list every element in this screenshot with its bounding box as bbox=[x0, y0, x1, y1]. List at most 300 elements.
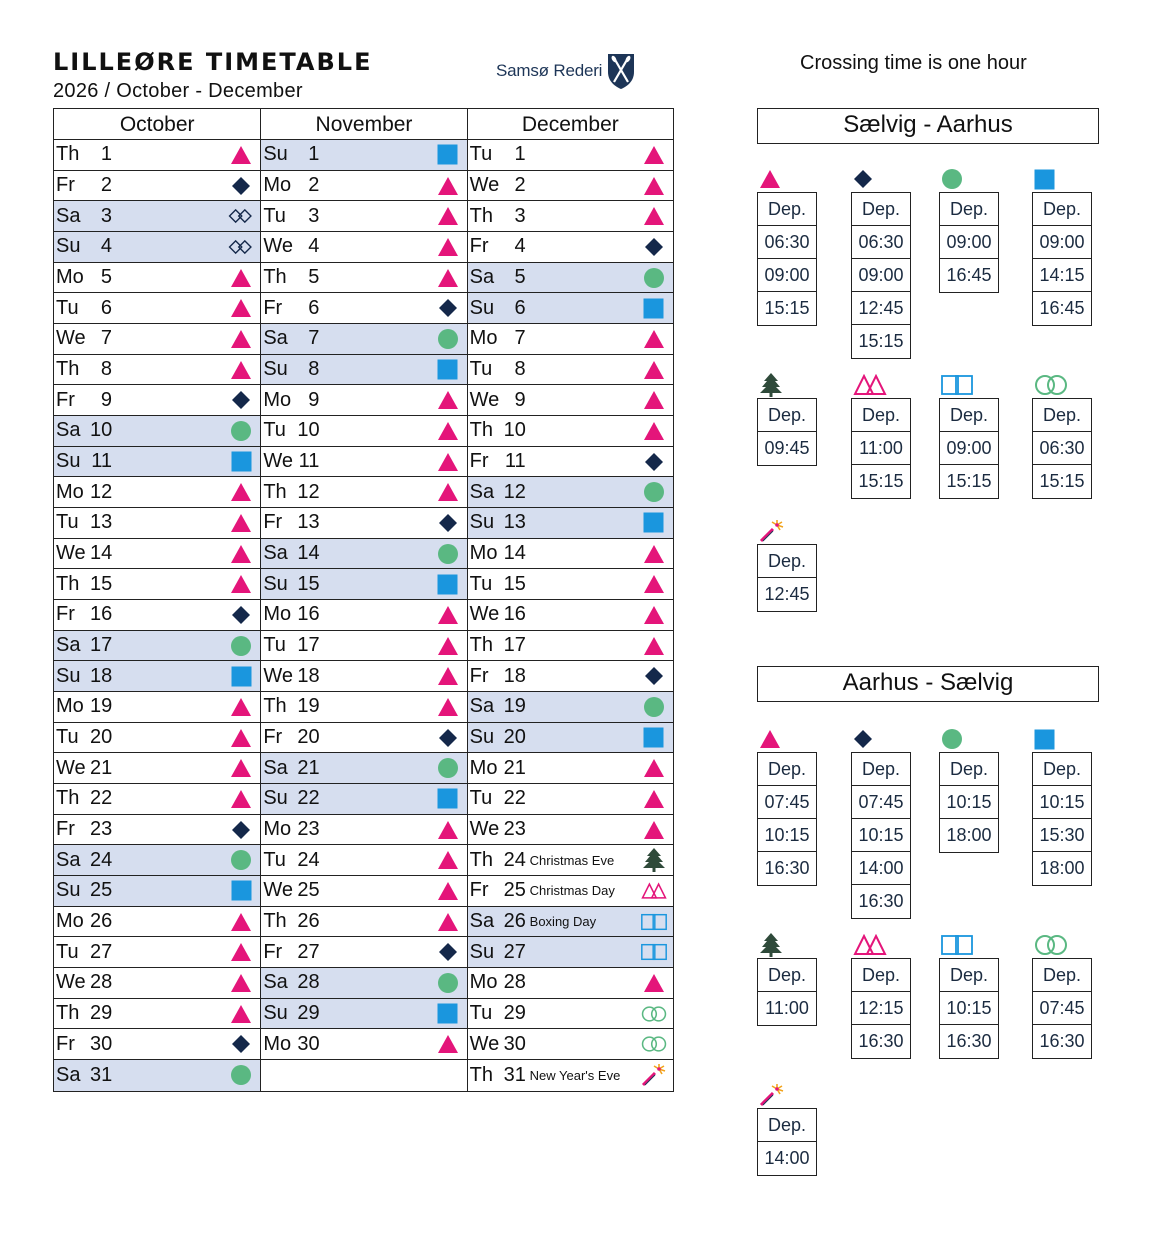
day-row bbox=[261, 631, 466, 662]
day-number: 15 bbox=[90, 572, 113, 595]
day-number: 29 bbox=[297, 1002, 320, 1025]
weekday: Th bbox=[56, 143, 80, 166]
triangle-icon bbox=[435, 236, 461, 258]
day-number: 9 bbox=[514, 388, 526, 411]
triangle-icon bbox=[435, 389, 461, 411]
departure-header: Dep. bbox=[758, 399, 816, 432]
triangle-icon bbox=[641, 604, 667, 626]
empty-day-cell bbox=[261, 1060, 466, 1091]
weekday: Fr bbox=[469, 879, 489, 902]
day-number: 22 bbox=[90, 787, 113, 810]
day-number: 27 bbox=[90, 940, 113, 963]
weekday: Su bbox=[263, 143, 288, 166]
departure-time: 10:15 bbox=[758, 819, 816, 852]
circle-icon bbox=[228, 420, 254, 442]
double-square-icon bbox=[641, 941, 667, 963]
departure-header: Dep. bbox=[852, 959, 910, 992]
day-row bbox=[468, 815, 673, 846]
weekday: Tu bbox=[263, 634, 286, 657]
day-number: 13 bbox=[503, 511, 526, 534]
departure-time: 10:15 bbox=[940, 786, 998, 819]
weekday: Tu bbox=[263, 848, 286, 871]
day-number: 10 bbox=[90, 419, 113, 442]
departure-table bbox=[939, 752, 999, 853]
day-number: 11 bbox=[298, 450, 320, 473]
departure-table bbox=[1032, 958, 1092, 1059]
weekday: Mo bbox=[469, 542, 498, 565]
departure-header: Dep. bbox=[758, 545, 816, 578]
circle-icon bbox=[228, 635, 254, 657]
day-row bbox=[261, 907, 466, 938]
page-title: LILLEØRE TIMETABLE bbox=[53, 48, 373, 76]
day-row bbox=[468, 477, 673, 508]
logo-text: Samsø Rederi bbox=[496, 61, 603, 80]
schedule-double-square bbox=[939, 372, 999, 499]
day-number: 14 bbox=[90, 542, 113, 565]
departure-time: 10:15 bbox=[940, 992, 998, 1025]
day-number: 23 bbox=[503, 818, 526, 841]
departure-time: 14:00 bbox=[852, 852, 910, 885]
weekday: Mo bbox=[56, 695, 84, 718]
holiday-note: Christmas Eve bbox=[529, 852, 615, 868]
weekday: Mo bbox=[56, 910, 84, 933]
triangle-icon bbox=[228, 788, 254, 810]
day-row bbox=[468, 999, 673, 1030]
weekday: Mo bbox=[56, 480, 84, 503]
departure-time: 09:00 bbox=[852, 259, 910, 292]
day-number: 8 bbox=[514, 358, 526, 381]
day-row bbox=[54, 140, 260, 171]
departure-header: Dep. bbox=[758, 193, 816, 226]
weekday: Mo bbox=[263, 603, 292, 626]
day-row bbox=[468, 508, 673, 539]
square-icon bbox=[435, 144, 461, 166]
departure-table bbox=[757, 752, 817, 886]
departure-time: 15:15 bbox=[946, 471, 992, 491]
day-number: 9 bbox=[308, 388, 320, 411]
day-number: 3 bbox=[100, 204, 112, 227]
square-icon bbox=[1034, 726, 1055, 752]
weekday: Su bbox=[469, 940, 495, 963]
day-row bbox=[261, 416, 466, 447]
triangle-icon bbox=[228, 727, 254, 749]
departure-time: 07:45 bbox=[758, 786, 816, 819]
weekday: We bbox=[263, 664, 293, 687]
departure-time: 15:15 bbox=[858, 471, 904, 491]
schedule-double-circle bbox=[1032, 932, 1092, 1059]
weekday: Tu bbox=[263, 204, 286, 227]
day-number: 17 bbox=[90, 634, 113, 657]
departure-time: 10:15 bbox=[1033, 786, 1091, 819]
weekday: We bbox=[263, 235, 293, 258]
day-row bbox=[261, 539, 466, 570]
double-square-icon bbox=[941, 932, 973, 958]
day-row bbox=[261, 355, 466, 386]
square-icon bbox=[1034, 166, 1055, 192]
departure-time: 16:30 bbox=[858, 1031, 904, 1051]
double-triangle-icon bbox=[853, 372, 887, 398]
day-row bbox=[54, 907, 260, 938]
day-row bbox=[54, 569, 260, 600]
weekday: Mo bbox=[56, 266, 84, 289]
departure-header: Dep. bbox=[1033, 399, 1091, 432]
day-number: 25 bbox=[503, 879, 526, 902]
weekday: We bbox=[469, 1032, 500, 1055]
departure-time: 15:15 bbox=[858, 331, 904, 351]
departure-table bbox=[851, 958, 911, 1059]
weekday: Mo bbox=[469, 756, 498, 779]
departure-table bbox=[757, 958, 817, 1026]
day-number: 2 bbox=[514, 174, 526, 196]
day-number: 5 bbox=[308, 266, 320, 289]
day-row bbox=[468, 201, 673, 232]
diamond-icon bbox=[228, 1033, 254, 1055]
day-number: 20 bbox=[297, 726, 320, 749]
departure-header: Dep. bbox=[852, 399, 910, 432]
weekday: Th bbox=[56, 358, 80, 381]
triangle-icon bbox=[435, 635, 461, 657]
triangle-icon bbox=[228, 359, 254, 381]
day-number: 17 bbox=[297, 634, 320, 657]
day-row bbox=[468, 385, 673, 416]
day-number: 15 bbox=[503, 572, 526, 595]
weekday: Su bbox=[469, 726, 495, 749]
diamond-icon bbox=[228, 604, 254, 626]
weekday: Tu bbox=[469, 787, 493, 810]
page-subtitle: 2026 / October - December bbox=[53, 80, 303, 102]
weekday: Fr bbox=[469, 235, 489, 258]
day-number: 24 bbox=[503, 848, 526, 871]
departure-header: Dep. bbox=[940, 399, 998, 432]
day-row bbox=[468, 907, 673, 938]
circle-icon bbox=[228, 1064, 254, 1086]
day-row bbox=[468, 937, 673, 968]
departure-table bbox=[1032, 752, 1092, 886]
day-number: 3 bbox=[308, 204, 320, 227]
double-circle-icon bbox=[641, 1003, 667, 1025]
triangle-icon bbox=[641, 205, 667, 227]
day-number: 29 bbox=[90, 1002, 113, 1025]
triangle-icon bbox=[435, 911, 461, 933]
day-row bbox=[54, 784, 260, 815]
schedule-circle bbox=[939, 166, 999, 293]
weekday: Tu bbox=[469, 358, 493, 381]
weekday: Fr bbox=[263, 726, 283, 749]
triangle-icon bbox=[228, 911, 254, 933]
weekday: Th bbox=[56, 1002, 80, 1025]
weekday: Fr bbox=[469, 450, 489, 473]
triangle-icon bbox=[641, 144, 667, 166]
day-row bbox=[54, 1060, 260, 1091]
month-column-december bbox=[467, 109, 673, 1091]
crossing-time-note: Crossing time is one hour bbox=[800, 52, 1027, 74]
day-row bbox=[261, 723, 466, 754]
day-row bbox=[54, 815, 260, 846]
triangle-icon bbox=[641, 972, 667, 994]
day-number: 14 bbox=[297, 542, 320, 565]
departure-time: 09:45 bbox=[764, 438, 810, 458]
departure-table bbox=[939, 398, 999, 499]
firework-icon bbox=[759, 518, 785, 544]
departure-time: 16:45 bbox=[946, 265, 992, 285]
double-circle-icon bbox=[1034, 932, 1068, 958]
day-number: 12 bbox=[503, 480, 526, 503]
day-number: 2 bbox=[100, 174, 112, 196]
triangle-icon bbox=[228, 696, 254, 718]
square-icon bbox=[435, 1003, 461, 1025]
weekday: Tu bbox=[469, 572, 493, 595]
departure-header: Dep. bbox=[852, 193, 910, 226]
triangle-icon bbox=[228, 941, 254, 963]
weekday: Th bbox=[469, 848, 493, 871]
day-number: 6 bbox=[514, 296, 526, 319]
day-number: 5 bbox=[100, 266, 112, 289]
triangle-icon bbox=[228, 757, 254, 779]
day-number: 25 bbox=[297, 879, 320, 902]
triangle-icon bbox=[641, 819, 667, 841]
weekday: Fr bbox=[263, 511, 283, 534]
day-row bbox=[54, 447, 260, 478]
day-row bbox=[54, 263, 260, 294]
departure-table bbox=[851, 398, 911, 499]
circle-icon bbox=[941, 726, 963, 752]
schedule-triangle bbox=[757, 166, 817, 326]
schedule-firework bbox=[757, 1082, 817, 1176]
tree-icon bbox=[759, 372, 783, 398]
day-row bbox=[261, 171, 466, 202]
day-number: 4 bbox=[100, 235, 112, 258]
triangle-icon bbox=[435, 420, 461, 442]
diamond-icon bbox=[641, 665, 667, 687]
day-number: 20 bbox=[90, 726, 113, 749]
day-number: 23 bbox=[90, 818, 113, 841]
departure-time: 16:30 bbox=[1039, 1031, 1085, 1051]
weekday: Mo bbox=[263, 174, 292, 196]
weekday: Sa bbox=[469, 480, 495, 503]
day-number: 12 bbox=[90, 480, 113, 503]
day-row bbox=[54, 385, 260, 416]
day-number: 1 bbox=[308, 143, 320, 166]
double-diamond-icon bbox=[228, 205, 254, 227]
departure-time: 16:45 bbox=[1039, 298, 1085, 318]
day-number: 30 bbox=[503, 1032, 526, 1055]
day-row bbox=[261, 600, 466, 631]
day-number: 31 bbox=[503, 1063, 526, 1086]
day-number: 26 bbox=[503, 910, 526, 933]
day-number: 16 bbox=[503, 603, 526, 626]
circle-icon bbox=[435, 328, 461, 350]
weekday: Th bbox=[56, 572, 80, 595]
day-row bbox=[54, 539, 260, 570]
weekday: Su bbox=[469, 511, 495, 534]
departure-header: Dep. bbox=[940, 193, 998, 226]
day-number: 18 bbox=[503, 664, 526, 687]
day-row bbox=[468, 140, 673, 171]
firework-icon bbox=[641, 1064, 667, 1086]
weekday: We bbox=[469, 174, 500, 196]
day-number: 29 bbox=[503, 1002, 526, 1025]
day-number: 3 bbox=[514, 204, 526, 227]
schedule-triangle bbox=[757, 726, 817, 886]
day-row bbox=[54, 201, 260, 232]
weekday: Th bbox=[56, 787, 80, 810]
square-icon bbox=[228, 665, 254, 687]
day-row bbox=[261, 1029, 466, 1060]
day-row bbox=[54, 753, 260, 784]
month-header: October bbox=[54, 109, 260, 140]
firework-icon bbox=[759, 1082, 785, 1108]
day-row bbox=[468, 723, 673, 754]
schedule-circle bbox=[939, 726, 999, 853]
day-number: 31 bbox=[90, 1063, 113, 1086]
double-square-icon bbox=[941, 372, 973, 398]
weekday: Th bbox=[263, 480, 287, 503]
departure-time: 15:15 bbox=[1039, 471, 1085, 491]
route-title-aarhus-saelvig: Aarhus - Sælvig bbox=[757, 666, 1099, 702]
weekday: We bbox=[56, 542, 86, 565]
triangle-icon bbox=[435, 849, 461, 871]
double-circle-icon bbox=[641, 1033, 667, 1055]
weekday: Fr bbox=[263, 296, 283, 319]
day-number: 28 bbox=[503, 971, 526, 994]
day-number: 19 bbox=[90, 695, 113, 718]
circle-icon bbox=[435, 972, 461, 994]
triangle-icon bbox=[228, 144, 254, 166]
triangle-icon bbox=[228, 328, 254, 350]
weekday: Mo bbox=[469, 327, 498, 350]
day-number: 22 bbox=[297, 787, 320, 810]
departure-time: 12:45 bbox=[852, 292, 910, 325]
departure-time: 16:30 bbox=[858, 891, 904, 911]
weekday: We bbox=[56, 756, 86, 779]
schedule-double-triangle bbox=[851, 932, 911, 1059]
departure-time: 09:00 bbox=[940, 432, 998, 465]
day-row bbox=[261, 201, 466, 232]
day-row bbox=[54, 293, 260, 324]
diamond-icon bbox=[641, 236, 667, 258]
triangle-icon bbox=[641, 788, 667, 810]
day-number: 7 bbox=[308, 327, 320, 350]
weekday: Sa bbox=[263, 542, 288, 565]
schedule-tree bbox=[757, 932, 817, 1026]
day-number: 24 bbox=[297, 848, 320, 871]
departure-header: Dep. bbox=[758, 959, 816, 992]
day-number: 16 bbox=[297, 603, 320, 626]
triangle-icon bbox=[435, 481, 461, 503]
holiday-note: Christmas Day bbox=[529, 883, 615, 899]
departure-time: 12:15 bbox=[852, 992, 910, 1025]
circle-icon bbox=[228, 849, 254, 871]
day-row bbox=[261, 999, 466, 1030]
day-row bbox=[54, 600, 260, 631]
weekday: We bbox=[56, 971, 86, 994]
weekday: Tu bbox=[469, 1002, 493, 1025]
day-number: 18 bbox=[297, 664, 320, 687]
day-number: 6 bbox=[100, 296, 112, 319]
day-number: 6 bbox=[308, 296, 320, 319]
weekday: Su bbox=[263, 358, 288, 381]
triangle-icon bbox=[228, 972, 254, 994]
day-row bbox=[468, 263, 673, 294]
weekday: Fr bbox=[56, 1032, 75, 1055]
weekday: Tu bbox=[56, 511, 79, 534]
diamond-icon bbox=[228, 175, 254, 197]
triangle-icon bbox=[641, 635, 667, 657]
weekday: Su bbox=[263, 572, 288, 595]
departure-time: 18:00 bbox=[1039, 858, 1085, 878]
weekday: We bbox=[469, 818, 500, 841]
day-row bbox=[468, 232, 673, 263]
day-number: 11 bbox=[91, 450, 112, 473]
departure-table bbox=[939, 958, 999, 1059]
triangle-icon bbox=[435, 819, 461, 841]
weekday: Fr bbox=[56, 818, 75, 841]
day-row bbox=[261, 293, 466, 324]
weekday: Sa bbox=[56, 634, 81, 657]
departure-header: Dep. bbox=[1033, 753, 1091, 786]
weekday: Su bbox=[263, 1002, 288, 1025]
diamond-icon bbox=[853, 726, 873, 752]
triangle-icon bbox=[228, 481, 254, 503]
day-row bbox=[468, 447, 673, 478]
triangle-icon bbox=[435, 205, 461, 227]
day-number: 4 bbox=[308, 235, 320, 258]
day-row bbox=[261, 477, 466, 508]
day-row bbox=[261, 569, 466, 600]
triangle-icon bbox=[641, 175, 667, 197]
weekday: Tu bbox=[56, 296, 79, 319]
weekday: Su bbox=[56, 879, 81, 902]
route-title-saelvig-aarhus: Sælvig - Aarhus bbox=[757, 108, 1099, 144]
day-row bbox=[54, 723, 260, 754]
diamond-icon bbox=[228, 389, 254, 411]
departure-time: 15:30 bbox=[1033, 819, 1091, 852]
day-row bbox=[54, 845, 260, 876]
day-number: 16 bbox=[90, 603, 113, 626]
triangle-icon bbox=[435, 665, 461, 687]
triangle-icon bbox=[641, 543, 667, 565]
day-number: 30 bbox=[90, 1032, 113, 1055]
weekday: Sa bbox=[56, 204, 81, 227]
day-number: 30 bbox=[297, 1032, 320, 1055]
day-number: 1 bbox=[514, 143, 526, 166]
weekday: Mo bbox=[263, 818, 292, 841]
weekday: Su bbox=[56, 450, 81, 473]
departure-time: 15:15 bbox=[764, 298, 810, 318]
diamond-icon bbox=[435, 941, 461, 963]
weekday: Fr bbox=[56, 174, 75, 196]
departure-time: 11:00 bbox=[765, 998, 809, 1018]
day-row bbox=[54, 355, 260, 386]
month-header: December bbox=[468, 109, 673, 140]
triangle-icon bbox=[759, 726, 781, 752]
weekday: Fr bbox=[56, 603, 75, 626]
circle-icon bbox=[435, 543, 461, 565]
departure-table bbox=[1032, 398, 1092, 499]
departure-time: 07:45 bbox=[1033, 992, 1091, 1025]
day-number: 15 bbox=[297, 572, 320, 595]
day-row bbox=[54, 1029, 260, 1060]
schedule-double-circle bbox=[1032, 372, 1092, 499]
weekday: Th bbox=[263, 910, 287, 933]
schedule-square bbox=[1032, 726, 1092, 886]
weekday: Fr bbox=[263, 940, 283, 963]
day-row bbox=[468, 171, 673, 202]
day-number: 8 bbox=[100, 358, 112, 381]
logo bbox=[496, 52, 636, 90]
day-row bbox=[261, 232, 466, 263]
day-row bbox=[261, 876, 466, 907]
